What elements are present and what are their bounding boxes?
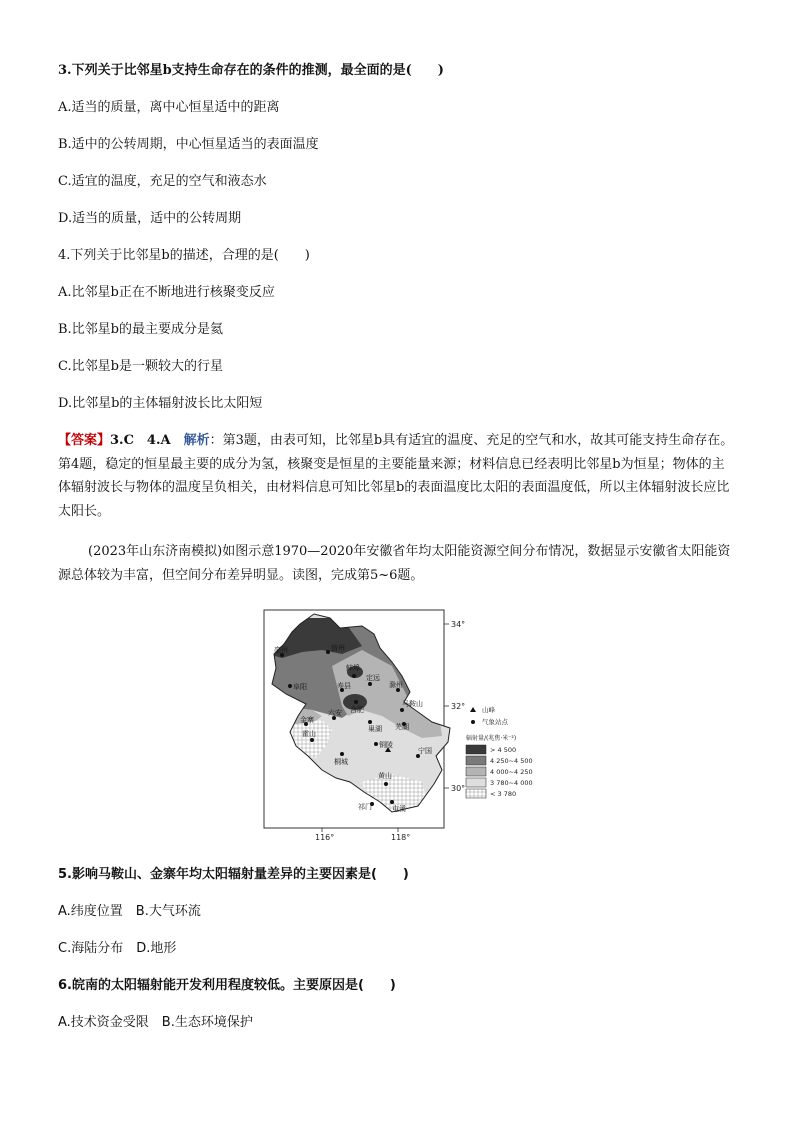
q4-option-b: B.比邻星b的最主要成分是氦 <box>58 322 224 337</box>
city-qimen: 祁门 <box>358 803 372 811</box>
q5-options-cd: C.海陆分布 D.地形 <box>58 941 177 956</box>
legend-station-icon <box>471 720 475 724</box>
q3-option-b: B.适中的公转周期，中心恒星适当的表面温度 <box>58 137 319 152</box>
city-chuzhou: 滁州 <box>389 681 403 689</box>
legend-swatch-0 <box>466 745 486 754</box>
station-huoshan <box>310 738 314 742</box>
city-fuyang: 阜阳 <box>293 683 307 691</box>
legend-item-3: 3 780~4 000 <box>490 779 533 787</box>
q4-stem: 4.下列关于比邻星b的描述，合理的是( ) <box>58 248 310 263</box>
legend-swatch-4 <box>466 789 486 798</box>
explain-text: ：第3题，由表可知，比邻星b具有适宜的温度、充足的空气和水，故其可能支持生命存在。第4题，稳定的恒星最主要的成分为氢，核聚变是恒星的主要能量来源；材料信息已经表明比邻星b为恒星；物体的主体辐射波长与物体的温度呈负相关，由材料信息可知比邻星b的表面温度比太阳的表面温度低，所以主体辐射波长应比太阳长。 <box>58 433 734 519</box>
q6-stem: 6.皖南的太阳辐射能开发利用程度较低。主要原因是( ) <box>58 978 396 993</box>
city-maanshan: 马鞍山 <box>402 700 423 708</box>
city-jinzhai: 金寨 <box>300 716 314 724</box>
legend-peak-icon <box>470 707 476 712</box>
q4-option-a: A.比邻星b正在不断地进行核聚变反应 <box>58 285 275 300</box>
legend-swatch-2 <box>466 767 486 776</box>
legend-item-1: 4 250~4 500 <box>490 757 533 765</box>
q6-options-ab: A.技术资金受限 B.生态环境保护 <box>58 1015 253 1030</box>
station-tongling <box>374 742 378 746</box>
answer-keys: 3.C 4.A <box>110 433 184 448</box>
lat-label-32: 32° <box>451 702 466 711</box>
city-shouxian: 寿县 <box>337 682 351 690</box>
station-bengbu <box>352 674 356 678</box>
city-tongcheng: 桐城 <box>334 758 348 766</box>
q3-option-c: C.适宜的温度，充足的空气和液态水 <box>58 174 267 189</box>
city-chaohu: 巢湖 <box>368 725 382 733</box>
lat-label-34: 34° <box>451 620 466 629</box>
answer-block <box>58 429 734 523</box>
legend-item-2: 4 000~4 250 <box>490 768 533 776</box>
explain-label: 解析 <box>183 433 210 448</box>
legend-peak-label: 山峰 <box>482 706 495 714</box>
station-fuyang <box>288 684 292 688</box>
section-intro: (2023年山东济南模拟)如图示意1970—2020年安徽省年均太阳能资源空间分布情况，数据显示安徽省太阳能资源总体较为丰富，但空间分布差异明显。读图，完成第5~6题。 <box>58 544 731 583</box>
station-tunxi <box>390 800 394 804</box>
city-bengbu: 蚌埠 <box>346 664 360 672</box>
legend-swatch-1 <box>466 756 486 765</box>
anhui-solar-map <box>252 606 542 842</box>
city-huoshan: 霍山 <box>302 730 316 738</box>
lon-label-116: 116° <box>315 833 335 842</box>
lat-label-30: 30° <box>451 784 466 793</box>
q4-option-d: D.比邻星b的主体辐射波长比太阳短 <box>58 396 263 411</box>
station-tongcheng <box>340 752 344 756</box>
legend-swatch-3 <box>466 778 486 787</box>
legend-item-0: > 4 500 <box>490 746 517 754</box>
answer-tag: 【答案】 <box>58 433 111 448</box>
city-hefei: 合肥 <box>350 706 364 714</box>
legend-item-4: < 3 780 <box>490 790 517 798</box>
q3-option-a: A.适当的质量，离中心恒星适中的距离 <box>58 100 280 115</box>
city-suzhou: 宿州 <box>331 644 345 652</box>
city-bozhou: 亳州 <box>274 646 288 654</box>
city-tunxi: 屯溪 <box>392 805 406 813</box>
q5-options-ab: A.纬度位置 B.大气环流 <box>58 904 201 919</box>
station-chaohu <box>368 720 372 724</box>
city-tongling: 铜陵 <box>379 741 393 749</box>
legend-station-label: 气象站点 <box>482 718 508 726</box>
city-ningguo: 宁国 <box>418 747 432 755</box>
q5-stem: 5.影响马鞍山、金寨年均太阳辐射量差异的主要因素是( ) <box>58 867 409 882</box>
city-dingyuan: 定远 <box>366 674 380 682</box>
q4-option-c: C.比邻星b是一颗较大的行星 <box>58 359 223 374</box>
station-maanshan <box>400 708 404 712</box>
station-dingyuan <box>368 682 372 686</box>
q3-option-d: D.适当的质量，适中的公转周期 <box>58 211 242 226</box>
station-hefei <box>354 700 358 704</box>
station-huangshan <box>384 782 388 786</box>
lon-label-118: 118° <box>391 833 411 842</box>
city-huangshan: 黄山 <box>378 772 392 780</box>
city-luan: 六安 <box>328 709 342 717</box>
city-wuhu: 芜湖 <box>395 723 409 731</box>
legend-title: 辐射量/(兆焦·米⁻²) <box>466 735 517 742</box>
station-suzhou <box>326 650 330 654</box>
q3-stem: 3.下列关于比邻星b支持生命存在的条件的推测，最全面的是( ) <box>58 63 444 78</box>
